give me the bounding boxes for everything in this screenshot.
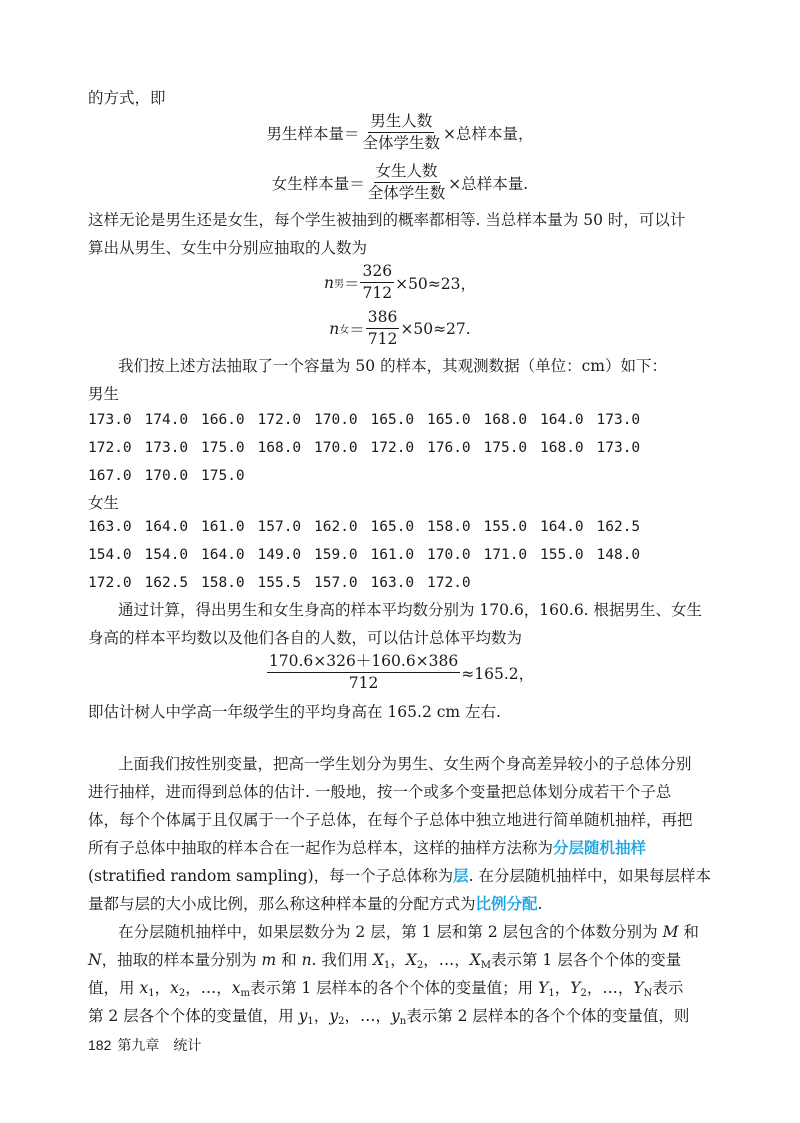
subscript: 1 <box>148 988 155 999</box>
paragraph-line <box>88 978 683 1004</box>
data-value: 158.0 <box>201 575 245 591</box>
data-value: 168.0 <box>257 440 302 456</box>
data-value: 154.0 <box>88 547 132 563</box>
variable: n <box>329 319 340 338</box>
data-value: 166.0 <box>201 412 245 428</box>
paragraph-line <box>88 950 681 976</box>
subscript: n <box>399 1016 407 1027</box>
data-value: 176.0 <box>427 440 471 456</box>
fraction-denominator: 712 <box>362 284 393 302</box>
text-span: 表示 <box>652 979 684 997</box>
paragraph-line <box>88 894 542 914</box>
data-value: 167.0 <box>88 468 132 484</box>
data-value: 172.0 <box>88 440 132 456</box>
paragraph-line: 体，每个个体属于且仅属于一个子总体，在每个子总体中独立地进行简单随机抽样，再把 <box>88 811 693 829</box>
text-span: ， <box>313 1007 330 1025</box>
data-value: 161.0 <box>370 547 415 563</box>
fraction-denominator: 712 <box>348 674 379 692</box>
data-value: 155.5 <box>257 575 302 591</box>
data-value: 154.0 <box>144 547 189 563</box>
variable: Y <box>633 979 644 997</box>
subscript: N <box>643 988 653 999</box>
data-value: 164.0 <box>540 519 584 535</box>
data-value: 165.0 <box>370 519 415 535</box>
text-span: 和 <box>276 951 302 969</box>
paragraph-line: 我们按上述方法抽取了一个容量为 50 的样本，其观测数据（单位：cm）如下： <box>118 357 667 375</box>
data-value: 172.0 <box>370 440 415 456</box>
subscript: m <box>240 988 250 999</box>
variable: Y <box>570 979 581 997</box>
paragraph-line: 身高的样本平均数以及他们各自的人数，可以估计总体平均数为 <box>88 629 523 647</box>
fraction-denominator: 全体学生数 <box>367 184 446 202</box>
data-value: 170.0 <box>314 440 358 456</box>
variable: m <box>261 951 277 969</box>
male-label: 男生 <box>88 385 120 403</box>
data-value: 149.0 <box>257 547 302 563</box>
variable: x <box>170 979 179 997</box>
formula-rhs: ≈165.2， <box>461 664 535 683</box>
fraction-denominator: 全体学生数 <box>362 134 441 152</box>
data-value: 164.0 <box>144 519 189 535</box>
data-value: 159.0 <box>314 547 358 563</box>
text-span: 表示第 1 层样本的各个个体的变量值；用 <box>249 979 539 997</box>
text-span: (stratified random sampling)，每一个子总体称为 <box>88 867 454 885</box>
formula-rhs: ×50≈27. <box>400 319 471 338</box>
formula-female-sample <box>0 162 800 203</box>
text-span: 量都与层的大小成比例，那么称这种样本量的分配方式为 <box>88 895 476 913</box>
text-span: . 我们用 <box>311 951 373 969</box>
formula-mean-estimate <box>0 652 800 693</box>
subscript: 2 <box>338 1016 345 1027</box>
data-value: 173.0 <box>596 412 641 428</box>
variable: y <box>298 1007 308 1025</box>
data-value: 165.0 <box>427 412 471 428</box>
keyword-proportional-allocation: 比例分配 <box>475 895 538 913</box>
data-value: 165.0 <box>370 412 415 428</box>
text-span: ， <box>154 979 171 997</box>
male-data-row <box>88 468 258 484</box>
variable: x <box>139 979 149 997</box>
formula-male-count: n 男 ＝ $\frac{326}{712}$ ×50≈23， <box>323 262 476 302</box>
variable: n <box>301 951 312 969</box>
variable: N <box>88 951 102 969</box>
data-value: 172.0 <box>88 575 132 591</box>
text-span: 值，用 <box>88 979 140 997</box>
data-value: 175.0 <box>483 440 528 456</box>
female-data-row <box>88 547 653 563</box>
fraction-numerator: 326 <box>360 262 394 283</box>
data-value: 168.0 <box>540 440 584 456</box>
data-value: 155.0 <box>483 519 528 535</box>
variable: y <box>390 1007 400 1025</box>
subscript: 2 <box>178 988 186 999</box>
female-label: 女生 <box>88 494 120 512</box>
keyword-stratum: 层 <box>453 867 469 885</box>
intro-text: 的方式，即 <box>88 89 166 107</box>
variable: X <box>469 951 481 969</box>
paragraph-line <box>88 1006 689 1032</box>
data-value: 170.0 <box>314 412 358 428</box>
subscript: 女 <box>339 325 350 336</box>
data-value: 172.0 <box>427 575 471 591</box>
text-span: 和 <box>678 923 699 941</box>
text-span: 第 2 层各个个体的变量值，用 <box>88 1007 299 1025</box>
data-value: 164.0 <box>540 412 584 428</box>
female-data-row <box>88 519 653 535</box>
subscript: 男 <box>333 279 344 290</box>
variable: M <box>662 923 679 941</box>
formula-male-sample <box>0 112 800 153</box>
formula-rhs: ×总样本量. <box>448 174 529 193</box>
paragraph-line: 进行抽样，进而得到总体的估计. 一般地，按一个或多个变量把总体划分成若干个子总 <box>88 783 672 801</box>
formula-lhs: 男生样本量＝ <box>266 124 360 143</box>
data-value: 155.0 <box>540 547 584 563</box>
data-value: 162.5 <box>144 575 189 591</box>
data-value: 168.0 <box>483 412 528 428</box>
formula-rhs: ×50≈23， <box>395 274 476 293</box>
subscript: 1 <box>307 1016 314 1027</box>
text-span: 所有子总体中抽取的样本合在一起作为总样本，这样的抽样方法称为 <box>88 839 554 857</box>
paragraph-line: 通过计算，得出男生和女生身高的样本平均数分别为 170.6，160.6. 根据男生、女生 <box>118 601 703 619</box>
keyword-stratified-sampling: 分层随机抽样 <box>553 839 647 857</box>
data-value: 162.0 <box>314 519 358 535</box>
variable: Y <box>538 979 549 997</box>
data-value: 170.0 <box>144 468 189 484</box>
paragraph-line <box>118 922 699 942</box>
paragraph-line: 这样无论是男生还是女生，每个学生被抽到的概率都相等. 当总样本量为 50 时，可以计 <box>88 211 686 229</box>
formula-female-count: n 女 ＝ $\frac{386}{712}$ ×50≈27. <box>329 308 471 348</box>
subscript: M <box>480 960 491 971</box>
text-span: ，…， <box>423 951 470 969</box>
chapter-title: 第九章 统计 <box>117 1038 202 1054</box>
paragraph-line <box>88 838 646 858</box>
data-value: 164.0 <box>201 547 245 563</box>
data-value: 158.0 <box>427 519 471 535</box>
variable: x <box>231 979 241 997</box>
fraction-numerator: 386 <box>366 308 400 329</box>
data-value: 157.0 <box>314 575 358 591</box>
page-number: 182 <box>88 1037 112 1053</box>
fraction-numerator: 170.6×326＋160.6×386 <box>267 652 460 673</box>
fraction-numerator: 女生人数 <box>374 162 440 183</box>
data-value: 162.5 <box>596 519 641 535</box>
data-value: 175.0 <box>201 468 245 484</box>
male-data-row <box>88 440 653 456</box>
subscript: 2 <box>580 988 587 999</box>
data-value: 171.0 <box>483 547 528 563</box>
subscript: 1 <box>383 960 391 971</box>
variable: X <box>405 951 417 969</box>
text-span: ，抽取的样本量分别为 <box>101 951 262 969</box>
paragraph-line: 算出从男生、女生中分别应抽取的人数为 <box>88 239 368 257</box>
paragraph-line <box>88 866 711 886</box>
variable: X <box>372 951 384 969</box>
fraction-numerator: 男生人数 <box>368 112 434 133</box>
data-value: 174.0 <box>144 412 189 428</box>
subscript: 1 <box>548 988 555 999</box>
paragraph-line: 上面我们按性别变量，把高一学生划分为男生、女生两个身高差异较小的子总体分别 <box>118 755 692 773</box>
data-value: 173.0 <box>144 440 189 456</box>
data-value: 148.0 <box>596 547 641 563</box>
text-span: ， <box>554 979 571 997</box>
text-span: ，…， <box>185 979 232 997</box>
text-span: 表示第 2 层样本的各个个体的变量值，则 <box>406 1007 690 1025</box>
data-value: 163.0 <box>88 519 132 535</box>
data-value: 170.0 <box>427 547 471 563</box>
text-span: . <box>537 895 543 913</box>
data-value: 172.0 <box>257 412 302 428</box>
text-span: 表示第 1 层各个个体的变量 <box>491 951 682 969</box>
formula-rhs: ×总样本量， <box>443 124 534 143</box>
data-value: 157.0 <box>257 519 302 535</box>
variable: y <box>329 1007 339 1025</box>
formula-lhs: 女生样本量＝ <box>271 174 365 193</box>
data-value: 173.0 <box>596 440 641 456</box>
text-span: ，…， <box>586 979 634 997</box>
data-value: 163.0 <box>370 575 415 591</box>
text-span: 在分层随机抽样中，如果层数分为 2 层，第 1 层和第 2 层包含的个体数分别为 <box>118 923 663 941</box>
text-span: ，…， <box>344 1007 391 1025</box>
text-span: ， <box>390 951 406 969</box>
data-value: 175.0 <box>201 440 245 456</box>
text-span: . 在分层随机抽样中，如果每层样本 <box>468 867 711 885</box>
data-value: 173.0 <box>88 412 132 428</box>
fraction-denominator: 712 <box>367 330 398 348</box>
page-footer <box>88 1035 201 1055</box>
subscript: 2 <box>416 960 424 971</box>
data-value: 161.0 <box>201 519 245 535</box>
variable: n <box>323 273 334 292</box>
male-data-row <box>88 412 653 428</box>
female-data-row <box>88 575 484 591</box>
paragraph-line: 即估计树人中学高一年级学生的平均身高在 165.2 cm 左右. <box>88 703 501 721</box>
